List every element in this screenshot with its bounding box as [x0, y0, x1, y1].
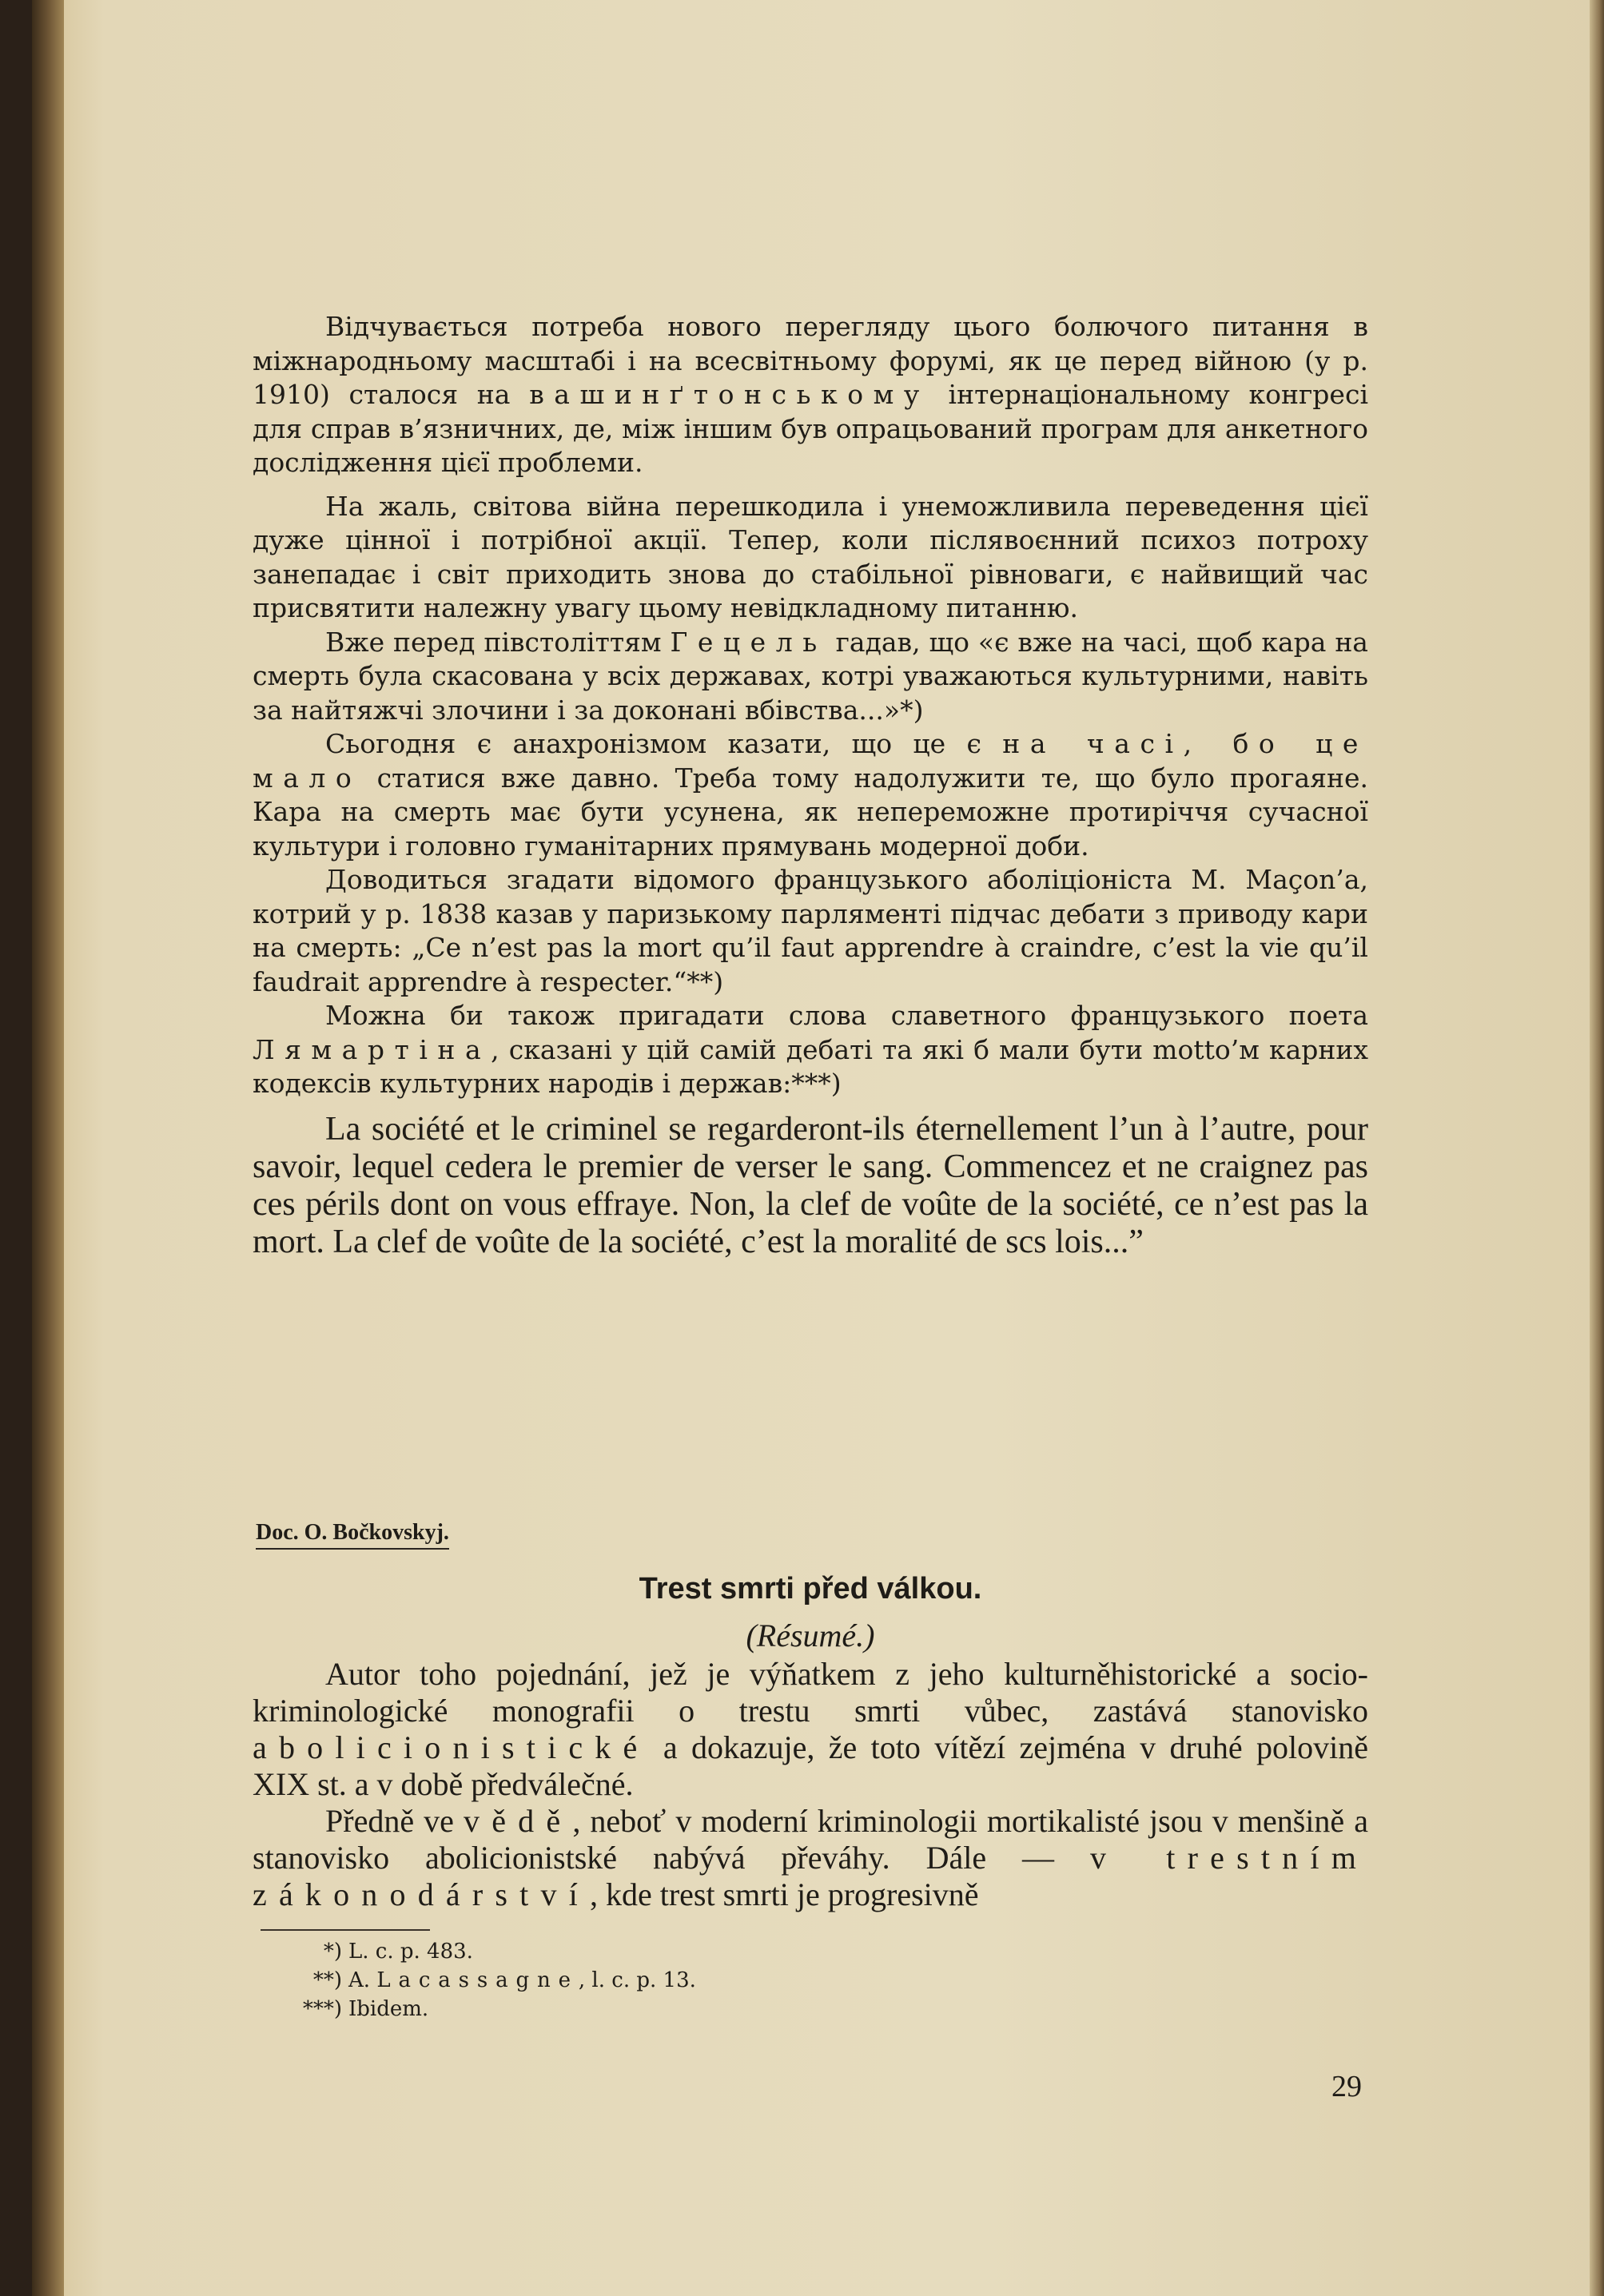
paragraph-6: Можна би також пригадати слова славетного французького поета Лямартіна, сказані у цій самій дебаті та які б мали бути motto’м карних кодексів культурних народів і держав:***): [253, 1000, 1368, 1099]
resume-author: Doc. O. Bočkovskyj.: [256, 1520, 449, 1550]
page-number: 29: [1331, 2070, 1362, 2103]
resume-title: Trest smrti před válkou.: [639, 1572, 982, 1606]
resume-subtitle: (Résumé.): [746, 1618, 875, 1653]
book-page: [32, 0, 1604, 2296]
paragraph-1: Відчувається потреба нового перегляду цього болючого питання в міжнародньому масштабі і на всесвітньому форумі, як це перед війною (у р. 1910) сталося на вашинґтонському інтернаціональному конгресі для справ в’язничних, де, між іншим був опрацьований програм для анкетного дослідження цієї проблеми.: [253, 311, 1369, 478]
czech-text-block: [253, 1656, 1368, 1913]
paragraph-3: Вже перед півстоліттям Гецель гадав, що «є вже на часі, щоб кара на смерть була скасована у всіх державах, котрі уважаються культурними, навіть за найтяжчі злочини і за доконані вбівства...»*): [253, 626, 1368, 726]
footnote-2: **) A. Lacassagne, l. c. p. 13.: [312, 1968, 696, 1992]
page-binding-edge: [32, 0, 64, 2296]
paragraph-4: Сьогодня є анахронізмом казати, що це є на часі, бо це мало статися вже давно. Треба тому надолужити те, що було прогаяне. Кара на смерть має бути усунена, як непереможне протиріччя сучасної культури і головно гуманітарних прямувань модерної доби.: [253, 728, 1368, 861]
french-quote: La société et le criminel se regarderont-ils éternellement l’un à l’autre, pour savoir, lequel cedera le premier de verser le sang. Commencez et ne craignez pas ces périls dont on vous effraye. Non, la clef de voûte de la société, ce n’est pas la mort. La clef de voûte de la société, c’est la moralité de scs lois...”: [253, 1110, 1368, 1260]
footnote-divider: [261, 1929, 430, 1931]
ukrainian-text-block: [253, 310, 1368, 1261]
czech-paragraph-1: Autor toho pojednání, jež je výňatkem z jeho kulturněhistorické a socio-kriminologické monografii o trestu smrti vůbec, zastává stanovisko abolicionistické a dokazuje, že toto vítězí zejména v druhé polovině XIX st. a v době předválečné.: [253, 1656, 1368, 1802]
footnotes: [272, 1937, 991, 2023]
footnote-1: *) L. c. p. 483.: [323, 1940, 473, 1964]
paragraph-5: Доводиться згадати відомого французького аболіціоніста М. Maçon’a, котрий у р. 1838 казав у паризькому парляменті підчас дебати з приводу кари на смерть: „Ce n’est pas la mort qu’il faut apprendre à craindre, c’est la vie qu’il faudrait apprendre à respecter.“**): [253, 864, 1368, 997]
page-outer-edge: [1590, 0, 1604, 2296]
paragraph-2: На жаль, світова війна перешкодила і унеможливила переведення цієї дуже цінної і потрібної акції. Тепер, коли післявоєнний психоз потроху занепадає і світ приходить знова до стабільної рівноваги, є найвищий час присвятити належну увагу цьому невідкладному питанню.: [253, 490, 1368, 623]
footnote-3: ***) Ibidem.: [302, 1997, 429, 2021]
czech-paragraph-2: Předně ve vědě, neboť v moderní kriminologii mortikalisté jsou v menšině a stanovisko abolicionistské nabývá převáhy. Dále — v trestním zákonodárství, kde trest smrti je progresivně: [253, 1803, 1369, 1912]
